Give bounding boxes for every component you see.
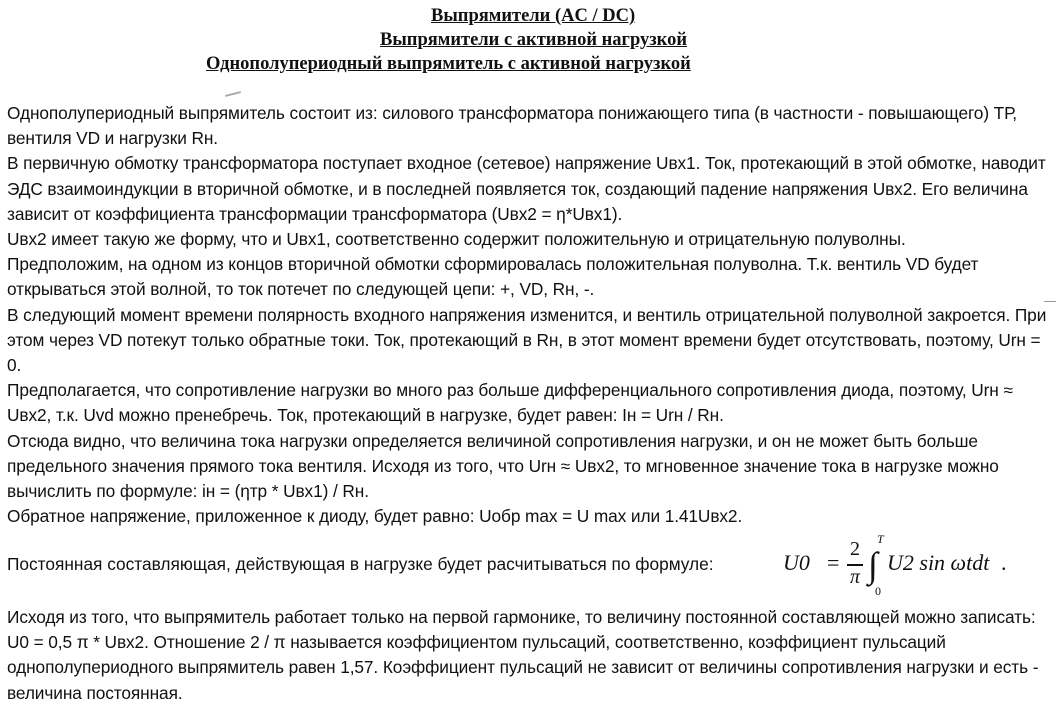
formula-denominator: π (850, 566, 861, 588)
paragraph: Исходя из того, что выпрямитель работает только на первой гармонике, то величину постоянной составляющей можно записать: U0 = 0,5 π * Uвх2. Отношение 2 / π называется коэффициентом пульсаций, соответственно, коэффициент пульсаций однополупериодного выпрямитель равен 1,57. Коэффициент пульсаций не зависит от величины сопротивления нагрузки и есть - величина постоянная. (7, 607, 1039, 703)
paragraph: Обратное напряжение, приложенное к диоду, будет равно: Uобр max = U max или 1.41Uвх2. (7, 506, 743, 527)
formula-integrand: U2 sin ωtdt (887, 550, 990, 575)
paragraph: Отсюда видно, что величина тока нагрузки определяется величиной сопротивления нагрузки, и он не может быть больше предельного значения прямого тока вентиля. Исходя из того, что Urн ≈ Uвх2, то мгновенное значение тока в нагрузке можно вычислить по формуле: iн = (ηтр * Uвх1) / Rн. (7, 430, 999, 502)
section-heading: Однополупериодный выпрямитель с активной нагрузкой (206, 54, 691, 74)
paragraph: Предполагается, что сопротивление нагрузки во много раз больше дифференциального сопротивления диода, поэтому, Urн ≈ Uвх2, т.к. Uvd можно пренебречь. Ток, протекающий в нагрузке, будет равен: Iн = Urн / Rн. (7, 380, 1013, 426)
scan-artifact (225, 91, 241, 97)
formula-lhs: U0 (783, 550, 810, 575)
paragraph: Uвх2 имеет такую же форму, что и Uвх1, соответственно содержит положительную и отрицательную полуволны. (7, 229, 906, 250)
paragraph: В первичную обмотку трансформатора поступает входное (сетевое) напряжение Uвх1. Ток, протекающий в этой обмотке, наводит ЭДС взаимоиндукции в вторичной обмотке, и в последней появляется ток, создающий падение напряжения Uвх2. Его величина зависит от коэффициента трансформации трансформатора (Uвх2 = η*Uвх1). (7, 153, 1046, 224)
formula-numerator: 2 (850, 538, 860, 560)
integral-upper-limit: T (877, 532, 884, 546)
document-title: Выпрямители (AC / DC) (431, 6, 636, 26)
formula-end: . (1001, 550, 1007, 575)
document-body (7, 101, 1052, 529)
paragraph: Предположим, на одном из концов вторичной обмотки сформировалась положительная полуволна. Т.к. вентиль VD будет открываться этой волной, то ток потечет по следующей цепи: +, VD, Rн, -. (7, 254, 979, 300)
formula-line (7, 532, 1052, 602)
closing-section (7, 605, 1052, 706)
integral-lower-limit: 0 (875, 584, 881, 598)
document-subtitle: Выпрямители с активной нагрузкой (380, 30, 688, 50)
dc-component-formula (783, 532, 1023, 602)
integral-sign: ∫ (868, 545, 878, 585)
formula-lead-text: Постоянная составляющая, действующая в нагрузке будет расчитываться по формуле: (7, 554, 714, 574)
paragraph: Однополупериодный выпрямитель состоит из: силового трансформатора понижающего типа (в частности - повышающего) ТР, вентиля VD и нагрузки Rн. (7, 103, 1017, 149)
paragraph: В следующий момент времени полярность входного напряжения изменится, и вентиль отрицательной полуволной закроется. При этом через VD потекут только обратные токи. Ток, протекающий в Rн, в этот момент времени будет отсутствовать, поэтому, Urн = 0. (7, 304, 1047, 376)
formula-equals: = (827, 550, 840, 575)
